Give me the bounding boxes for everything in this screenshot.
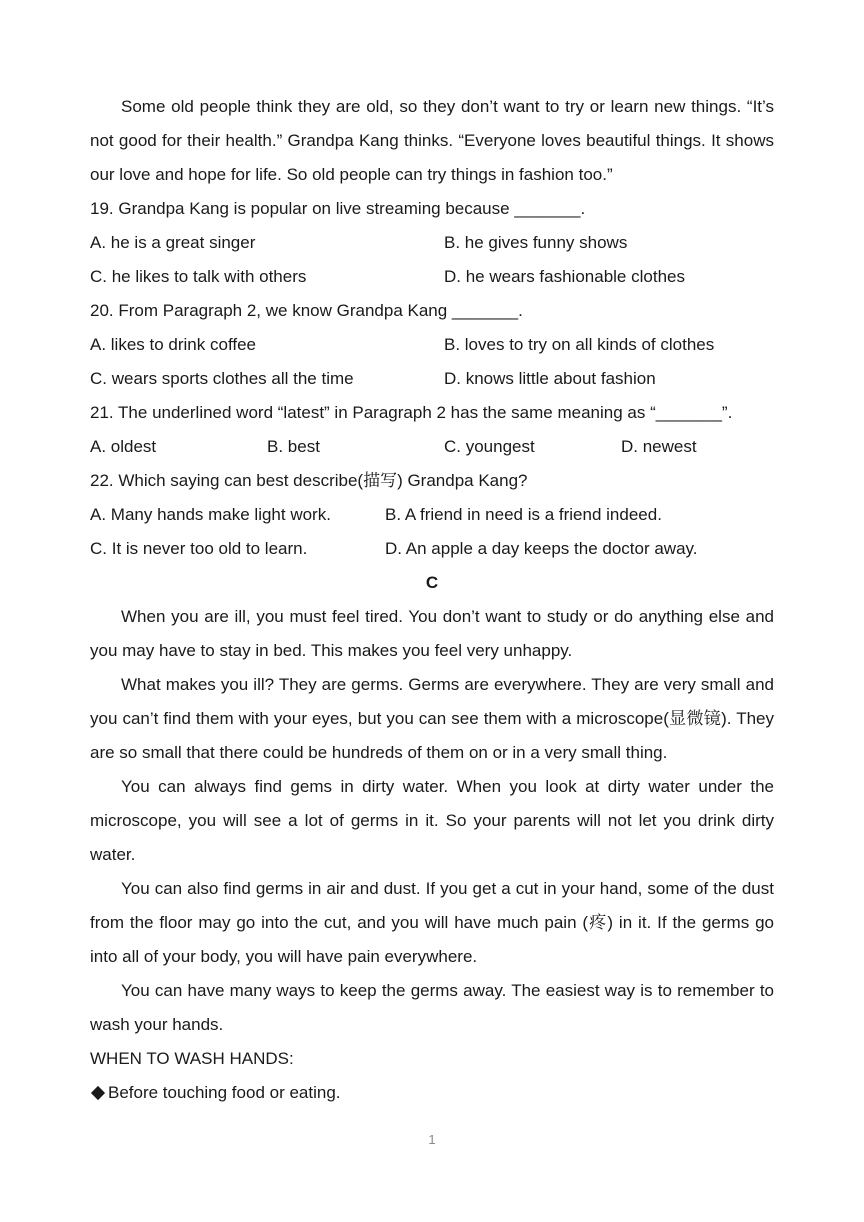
question-22-option-a: A. Many hands make light work. bbox=[90, 505, 331, 524]
question-20-option-d: D. knows little about fashion bbox=[444, 369, 656, 388]
wash-hands-list-title: WHEN TO WASH HANDS: bbox=[90, 1049, 294, 1068]
passage-b-last-paragraph: Some old people think they are old, so they don’t want to try or learn new things. “It’s not good for their health.” Grandpa Kang thinks. “Everyone loves beautiful things. It shows our love and hope for life. So old people can try things in fashion too.” bbox=[90, 97, 774, 184]
diamond-bullet-icon bbox=[91, 1086, 105, 1100]
question-20-stem: 20. From Paragraph 2, we know Grandpa Kang _______. bbox=[90, 301, 523, 320]
question-20-option-a: A. likes to drink coffee bbox=[90, 335, 256, 354]
question-19-stem: 19. Grandpa Kang is popular on live streaming because _______. bbox=[90, 199, 586, 218]
question-21-stem: 21. The underlined word “latest” in Paragraph 2 has the same meaning as “_______”. bbox=[90, 403, 733, 422]
question-20-option-c: C. wears sports clothes all the time bbox=[90, 369, 354, 388]
wash-hands-list-item bbox=[90, 1076, 774, 1110]
question-19-option-b: B. he gives funny shows bbox=[444, 233, 628, 252]
question-22-options-row-2 bbox=[90, 532, 774, 566]
question-22-options-row-1 bbox=[90, 498, 774, 532]
question-19-option-d: D. he wears fashionable clothes bbox=[444, 267, 685, 286]
question-22-stem: 22. Which saying can best describe(描写) Grandpa Kang? bbox=[90, 471, 528, 490]
question-21-option-c: C. youngest bbox=[444, 437, 535, 456]
passage-c-paragraph-4: You can also find germs in air and dust. If you get a cut in your hand, some of the dust from the floor may go into the cut, and you will have much pain (疼) in it. If the germs go into all of your body, you will have pain everywhere. bbox=[90, 879, 774, 966]
question-21-option-b: B. best bbox=[267, 437, 320, 456]
question-19-option-c: C. he likes to talk with others bbox=[90, 267, 307, 286]
passage-c-paragraph-1: When you are ill, you must feel tired. You don’t want to study or do anything else and you may have to stay in bed. This makes you feel very unhappy. bbox=[90, 607, 774, 660]
passage-c-paragraph-5: You can have many ways to keep the germs away. The easiest way is to remember to wash your hands. bbox=[90, 981, 774, 1034]
page-content bbox=[90, 90, 774, 1110]
question-21-option-a: A. oldest bbox=[90, 437, 157, 456]
question-21-option-d: D. newest bbox=[621, 437, 697, 456]
question-22-option-c: C. It is never too old to learn. bbox=[90, 539, 308, 558]
question-19-options-row-1 bbox=[90, 226, 774, 260]
wash-hands-list-item-text: Before touching food or eating. bbox=[108, 1083, 341, 1102]
page-number: 1 bbox=[428, 1132, 436, 1147]
passage-c-paragraph-3: You can always find gems in dirty water. When you look at dirty water under the microscope, you will see a lot of germs in it. So your parents will not let you drink dirty water. bbox=[90, 777, 774, 864]
question-20-options-row-1 bbox=[90, 328, 774, 362]
question-22-option-b: B. A friend in need is a friend indeed. bbox=[385, 505, 662, 524]
passage-c-paragraph-2: What makes you ill? They are germs. Germs are everywhere. They are very small and you can’t find them with your eyes, but you can see them with a microscope(显微镜). They are so small that there could be hundreds of them on or in a very small thing. bbox=[90, 675, 774, 762]
question-19-options-row-2 bbox=[90, 260, 774, 294]
question-20-option-b: B. loves to try on all kinds of clothes bbox=[444, 335, 715, 354]
passage-c-heading: C bbox=[425, 573, 439, 592]
question-19-option-a: A. he is a great singer bbox=[90, 233, 256, 252]
question-22-option-d: D. An apple a day keeps the doctor away. bbox=[385, 539, 698, 558]
question-21-options-row bbox=[90, 430, 774, 464]
question-20-options-row-2 bbox=[90, 362, 774, 396]
